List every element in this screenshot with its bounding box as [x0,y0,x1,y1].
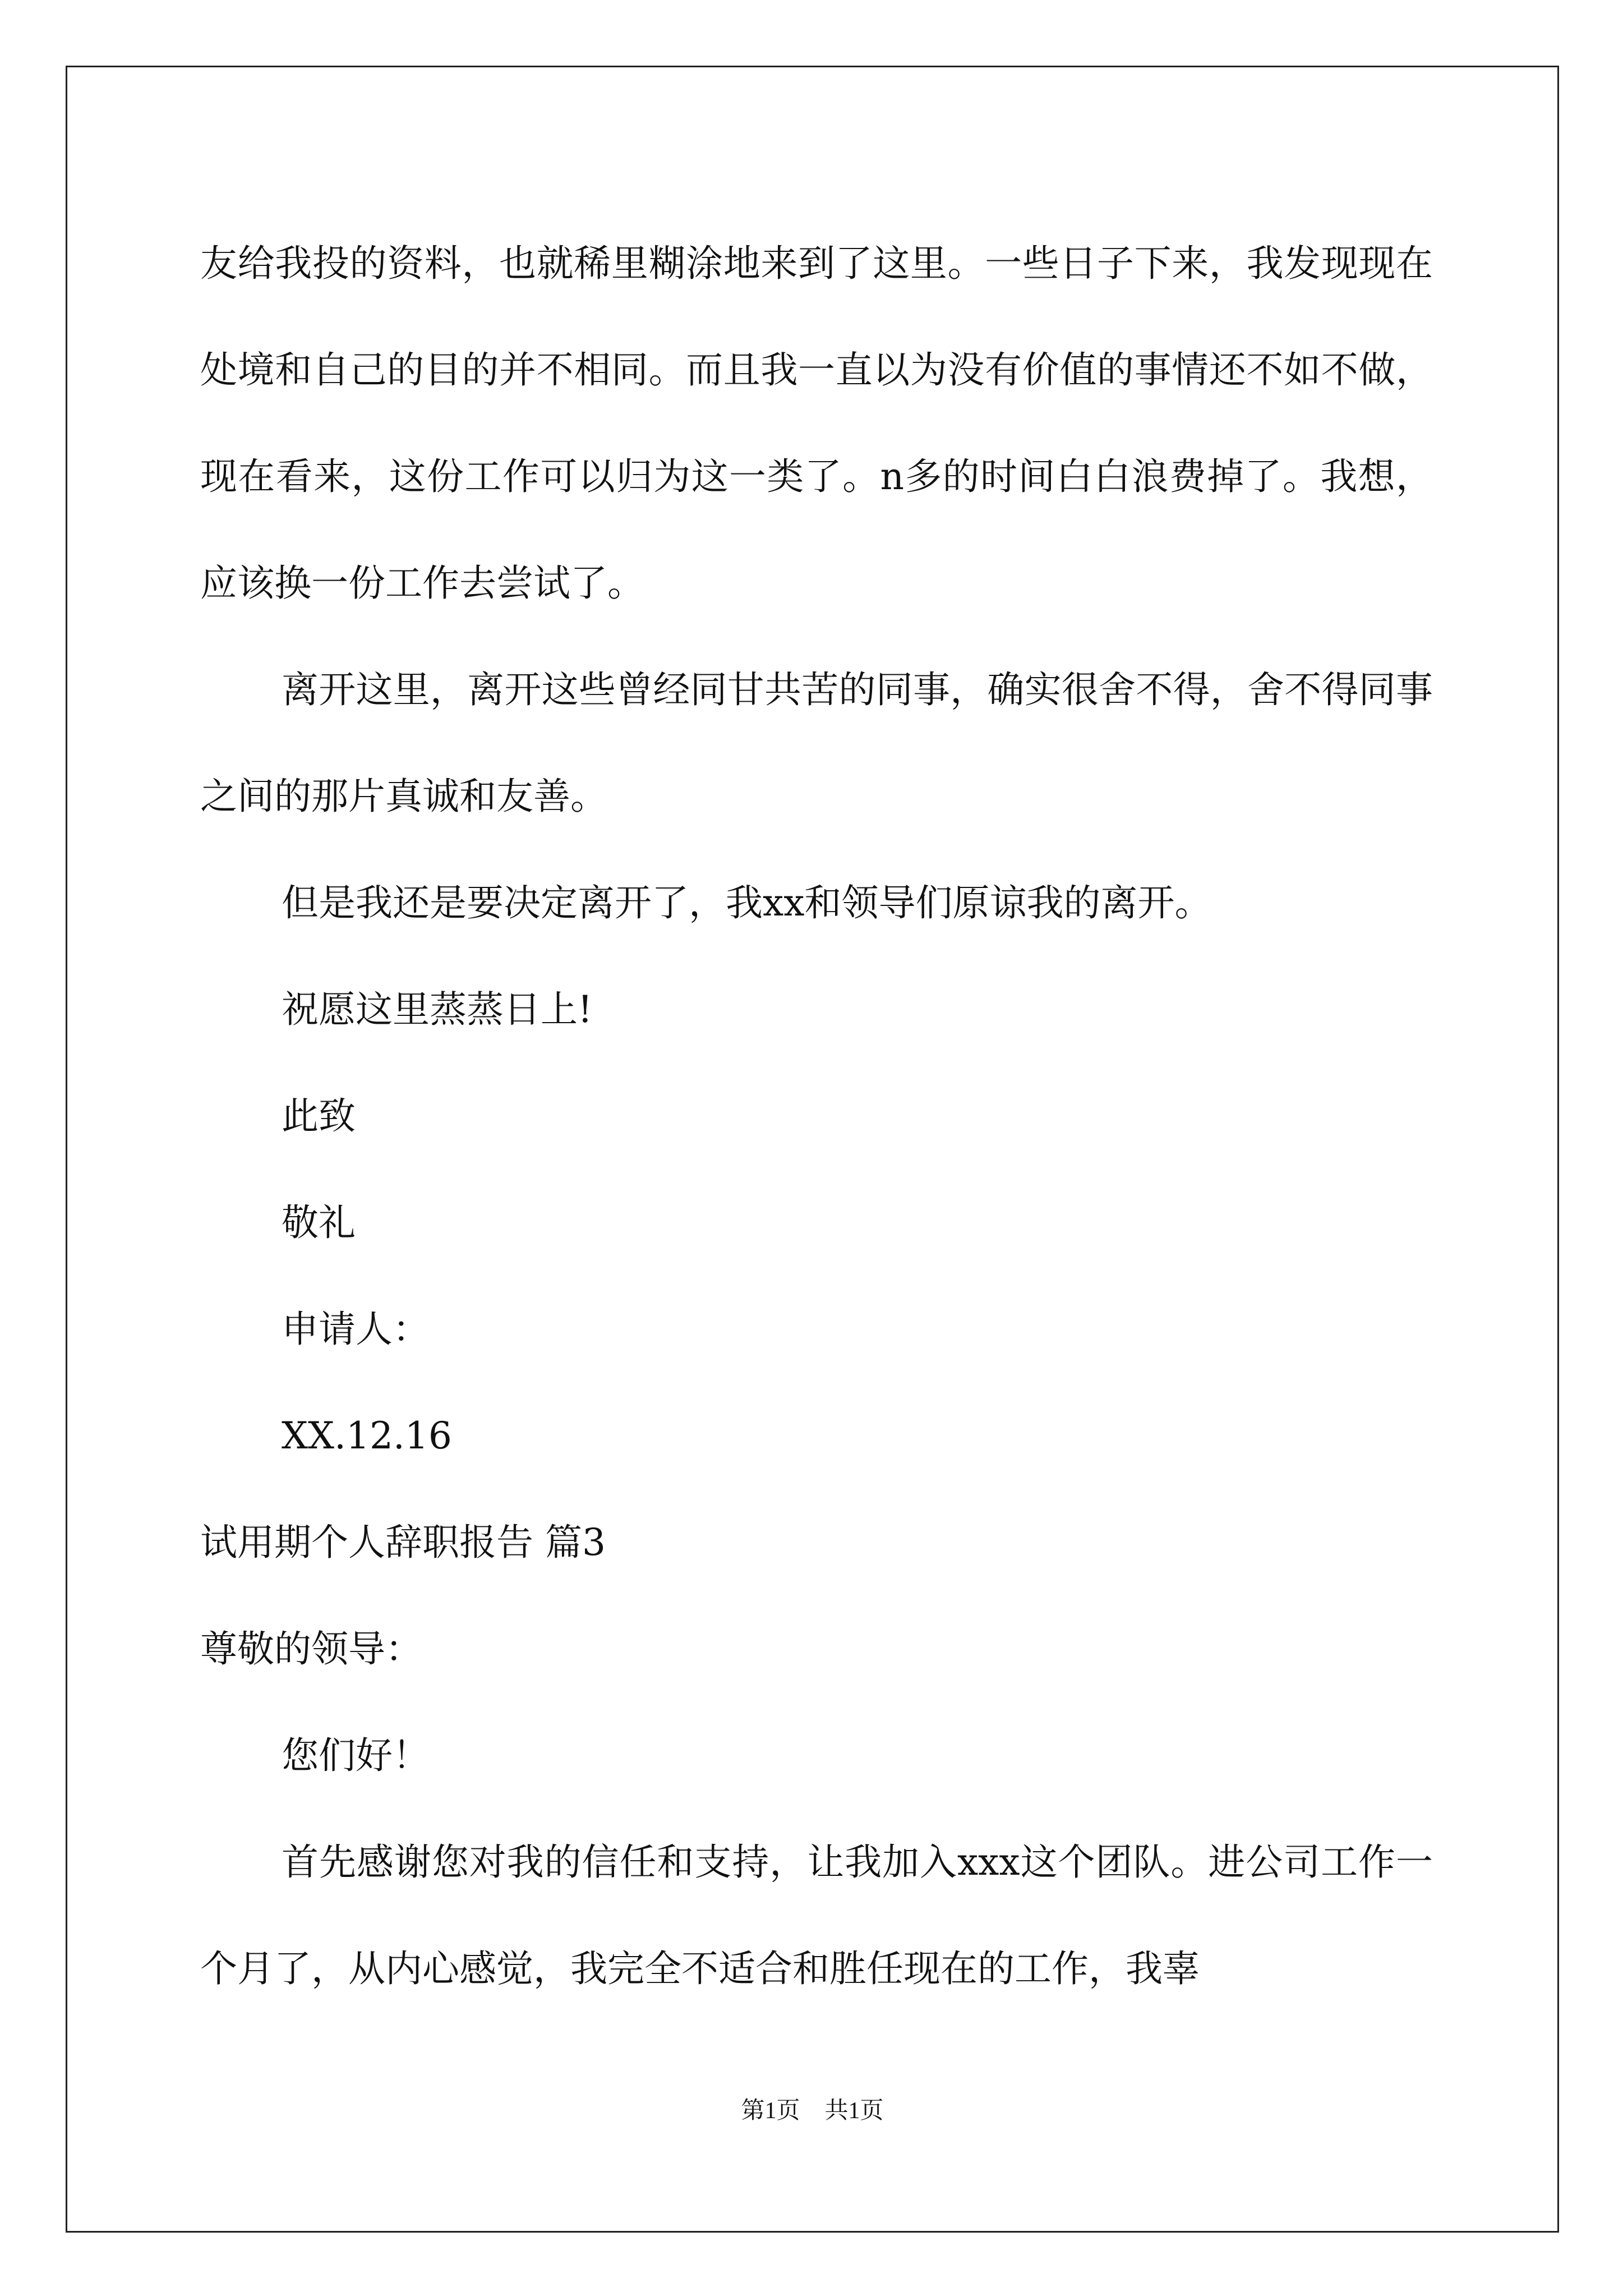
date-line: XX.12.16 [282,1414,452,1457]
section-heading: 试用期个人辞职报告 篇3 [200,1521,606,1564]
greeting-hello: 您们好！ [282,1734,430,1777]
applicant-label: 申请人： [282,1308,430,1351]
paragraph-3: 但是我还是要决定离开了，我xx和领导们原谅我的离开。 [282,881,1212,924]
greeting-line: 尊敬的领导： [200,1627,422,1671]
page-footer [66,2094,1559,2128]
paragraph-2: 离开这里，离开这些曾经同甘共苦的同事，确实很舍不得，舍不得同事之间的那片真诚和友善。 [200,668,1433,818]
paragraph-4: 祝愿这里蒸蒸日上! [282,988,593,1031]
paragraph-1: 友给我投的资料，也就稀里糊涂地来到了这里。一些日子下来，我发现现在处境和自己的目的并不相同。而且我一直以为没有价值的事情还不如不做，现在看来，这份工作可以归为这一类了。n多的时间白白浪费掉了。我想，应该换一份工作去尝试了。 [200,242,1433,605]
page-total: 共1页 [824,2098,884,2124]
page-number: 第1页 [741,2098,800,2124]
closing-salutation-1: 此致 [282,1094,356,1138]
paragraph-final: 首先感谢您对我的信任和支持，让我加入xxx这个团队。进公司工作一个月了，从内心感觉，我完全不适合和胜任现在的工作，我辜 [200,1841,1433,1990]
closing-salutation-2: 敬礼 [282,1201,356,1244]
document-body [200,210,1433,2022]
